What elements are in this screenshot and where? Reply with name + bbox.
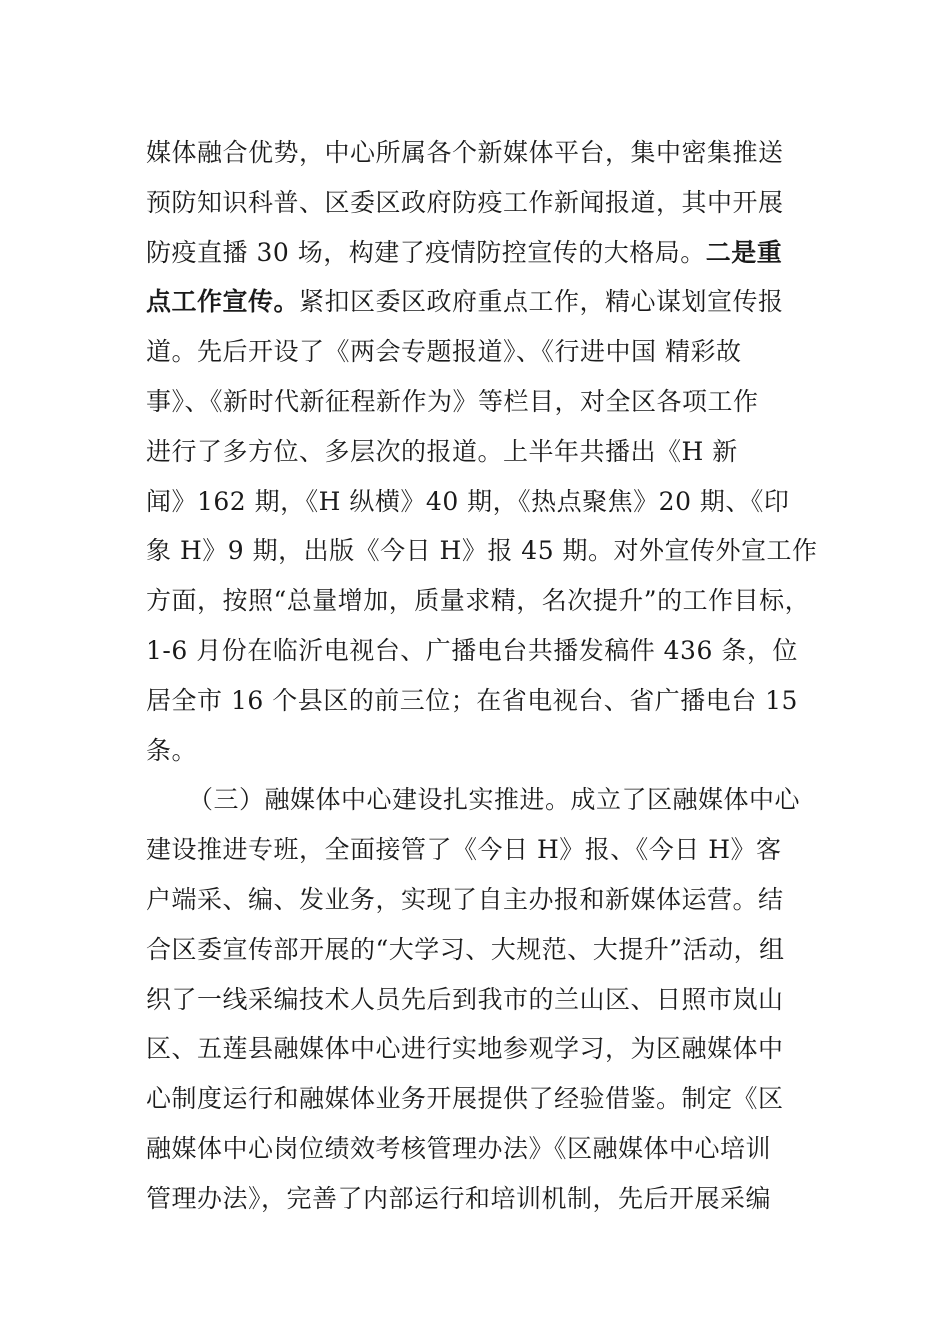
text-line — [146, 427, 812, 477]
text-segment: 户端采、编、发业务，实现了自主办报和新媒体运营。结 — [146, 884, 784, 914]
text-line — [146, 626, 812, 676]
text-segment: （三）融媒体中心建设扎实推进。成立了区融媒体中心 — [188, 785, 801, 815]
bold-text-segment: 二是重 — [705, 237, 783, 267]
text-segment: 进行了多方位、多层次的报道。上半年共播出《H 新 — [146, 436, 738, 466]
text-line — [146, 775, 812, 825]
text-segment: 预防知识科普、区委区政府防疫工作新闻报道，其中开展 — [146, 187, 784, 217]
text-line — [146, 676, 812, 726]
bold-text-segment: 点工作宣传。 — [146, 287, 300, 317]
text-line — [146, 1174, 812, 1224]
text-segment: 道。先后开设了《两会专题报道》、《行进中国 精彩故 — [146, 337, 742, 367]
text-line — [146, 1024, 812, 1074]
text-segment: 心制度运行和融媒体业务开展提供了经验借鉴。制定《区 — [146, 1084, 784, 1114]
text-segment: 建设推进专班，全面接管了《今日 H》报、《今日 H》客 — [146, 835, 782, 865]
text-segment: 1-6 月份在临沂电视台、广播电台共播发稿件 436 条，位 — [146, 635, 798, 665]
text-line — [146, 228, 812, 278]
text-segment: 融媒体中心岗位绩效考核管理办法》《区融媒体中心培训 — [146, 1133, 772, 1163]
text-segment: 合区委宣传部开展的“大学习、大规范、大提升”活动，组 — [146, 934, 785, 964]
text-segment: 事》、《新时代新征程新作为》等栏目，对全区各项工作 — [146, 386, 759, 416]
text-segment: 紧扣区委区政府重点工作，精心谋划宣传报 — [299, 287, 784, 317]
text-segment: 媒体融合优势，中心所属各个新媒体平台，集中密集推送 — [146, 138, 784, 167]
text-line — [146, 576, 812, 626]
text-line — [146, 975, 812, 1025]
text-line — [146, 526, 818, 576]
text-line — [146, 277, 812, 327]
text-line — [146, 1124, 812, 1174]
text-segment: 条。 — [146, 735, 198, 765]
text-line — [146, 128, 812, 178]
text-line — [146, 327, 812, 377]
text-segment: 管理办法》，完善了内部运行和培训机制，先后开展采编 — [146, 1183, 772, 1213]
text-segment: 象 H》9 期，出版《今日 H》报 45 期。对外宣传外宣工作 — [146, 536, 818, 566]
document-body — [146, 128, 818, 1224]
text-line — [146, 1074, 812, 1124]
text-line — [146, 925, 812, 975]
text-segment: 方面，按照“总量增加，质量求精，名次提升”的工作目标， — [146, 586, 811, 616]
text-segment: 区、五莲县融媒体中心进行实地参观学习，为区融媒体中 — [146, 1034, 784, 1064]
text-line — [146, 477, 812, 527]
text-line — [146, 825, 812, 875]
text-segment: 居全市 16 个县区的前三位；在省电视台、省广播电台 15 — [146, 685, 798, 715]
text-line — [146, 726, 812, 776]
text-line — [146, 178, 812, 228]
text-line — [146, 377, 812, 427]
text-segment: 织了一线采编技术人员先后到我市的兰山区、日照市岚山 — [146, 984, 784, 1014]
text-segment: 闻》162 期，《H 纵横》40 期，《热点聚焦》20 期、《印 — [146, 486, 790, 516]
text-line — [146, 875, 812, 925]
text-segment: 防疫直播 30 场，构建了疫情防控宣传的大格局。 — [146, 237, 706, 267]
